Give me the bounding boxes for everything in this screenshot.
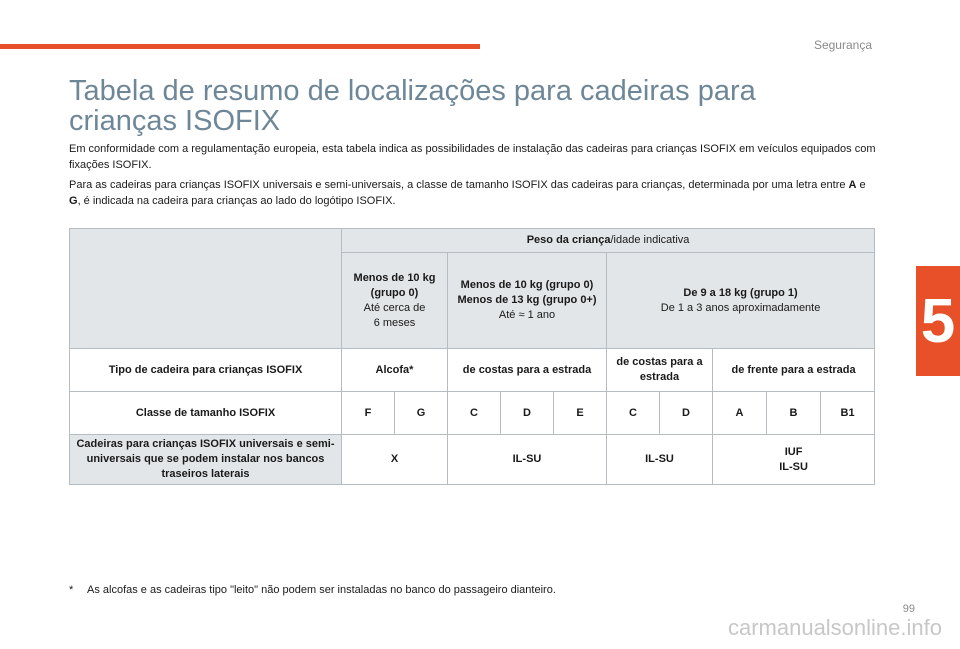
group-0-cell (342, 253, 448, 349)
weight-header-rest: /idade indicativa (610, 234, 690, 246)
size-class-a: A (848, 179, 857, 191)
group-text: Até cerca de (363, 301, 426, 314)
page-title: Tabela de resumo de localizações para cadeiras para crianças ISOFIX (69, 75, 756, 137)
type-cell: de frente para a estrada (713, 349, 875, 392)
type-cell: de costas para a estrada (448, 349, 607, 392)
size-cell: C (448, 392, 501, 435)
weight-header-bold: Peso da criança (526, 234, 611, 246)
weight-header-cell (342, 229, 875, 253)
group-text: Menos de 10 kg (grupo 0) (460, 279, 594, 291)
intro-text: Para as cadeiras para crianças ISOFIX universais e semi-universais, a classe de tamanho ISOFIX das cadeiras para crianças, determinada por uma letra entre (69, 179, 849, 191)
size-cell: B (767, 392, 821, 435)
seat-text: IL-SU (779, 460, 808, 473)
row-label-seat: Cadeiras para crianças ISOFIX universais e semi-universais que se podem instalar nos bancos traseiros laterais (70, 435, 342, 485)
size-cell: F (342, 392, 395, 435)
isofix-summary-table (69, 228, 875, 485)
intro-text: , é indicada na cadeira para crianças ao lado do logótipo ISOFIX. (77, 195, 396, 207)
watermark: carmanualsonline.info (727, 615, 942, 640)
group-text: 6 meses (373, 316, 416, 329)
empty-corner-cell (70, 229, 342, 349)
group-text: Menos de 13 kg (grupo 0+) (457, 294, 597, 306)
footnote-marker: * (69, 584, 74, 596)
table-row (70, 229, 875, 253)
size-class-g: G (69, 195, 78, 207)
section-name: Segurança (813, 38, 872, 52)
group-text: (grupo 0) (370, 286, 419, 299)
group-text: De 1 a 3 anos aproximadamente (660, 301, 821, 314)
page-number: 99 (902, 603, 915, 615)
seat-cell: IL-SU (607, 435, 713, 485)
intro-text: e (856, 179, 866, 191)
row-label-type: Tipo de cadeira para crianças ISOFIX (70, 349, 342, 392)
seat-text: IUF (784, 445, 803, 458)
seat-cell (713, 435, 875, 485)
group-text: Até ≈ 1 ano (498, 309, 556, 321)
group-1-cell (607, 253, 875, 349)
chapter-tab: 5 (916, 266, 960, 376)
table-row (70, 435, 875, 485)
header-accent-bar (0, 44, 480, 49)
group-text: Menos de 10 kg (353, 271, 436, 284)
intro-paragraph-2 (69, 177, 879, 209)
row-label-size: Classe de tamanho ISOFIX (70, 392, 342, 435)
type-cell: Alcofa* (342, 349, 448, 392)
footnote (69, 584, 556, 596)
size-cell: C (607, 392, 660, 435)
type-cell: de costas para a estrada (607, 349, 713, 392)
table-row (70, 349, 875, 392)
seat-cell: IL-SU (448, 435, 607, 485)
size-cell: G (395, 392, 448, 435)
size-cell: A (713, 392, 767, 435)
group-0plus-cell (448, 253, 607, 349)
seat-cell: X (342, 435, 448, 485)
size-cell: E (554, 392, 607, 435)
intro-paragraph-1: Em conformidade com a regulamentação europeia, esta tabela indica as possibilidades de instalação das cadeiras para crianças ISOFIX em veículos equipados com fixações ISOFIX. (69, 143, 876, 171)
size-cell: D (660, 392, 713, 435)
group-text: De 9 a 18 kg (grupo 1) (683, 286, 798, 299)
footnote-text: As alcofas e as cadeiras tipo "leito" não podem ser instaladas no banco do passageiro dianteiro. (87, 584, 556, 596)
size-cell: D (501, 392, 554, 435)
table-row (70, 392, 875, 435)
size-cell: B1 (821, 392, 875, 435)
